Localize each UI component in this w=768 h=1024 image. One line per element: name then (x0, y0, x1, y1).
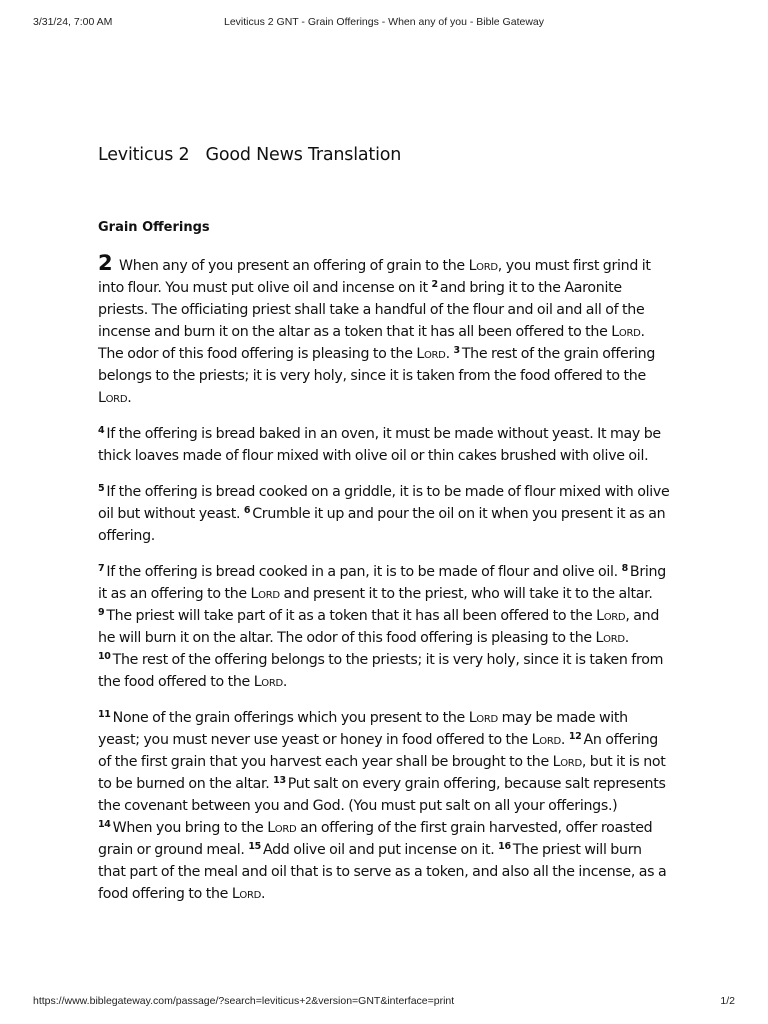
verse-text: , but it is not to be burned on the altar. (98, 754, 666, 792)
print-header (0, 16, 768, 30)
verse-number: 3 (453, 345, 460, 356)
verse-number: 9 (98, 607, 105, 618)
verse-text: and bring it to the Aaronite priests. The officiating priest shall take a handful of the flour and oil and all of the incense and burn it on the altar as a token that it has all been offered to the (98, 280, 645, 340)
verse-text: The rest of the grain offering belongs to the priests; it is very holy, since it is taken from the food offered to the (98, 346, 656, 384)
page-url: https://www.biblegateway.com/passage/?search=leviticus+2&version=GNT&interface=print (33, 995, 455, 1007)
verse-text: Put salt on every grain offering, because salt represents the covenant between you and God. (You must put salt on all your offerings.) (98, 776, 666, 814)
verse-text: may be made with yeast; you must never use yeast or honey in food offered to the (98, 710, 628, 748)
lord-word: Lord (596, 608, 626, 624)
lord-word: Lord (250, 586, 280, 602)
verse-text: . (560, 732, 569, 748)
verse-number: 4 (98, 425, 105, 436)
paragraph-5 (98, 707, 670, 905)
verse-text: When you bring to the (112, 820, 268, 836)
verse-number: 6 (243, 505, 251, 516)
lord-word: Lord (267, 820, 297, 836)
lord-word: Lord (416, 346, 446, 362)
verse-text: None of the grain offerings which you present to the (112, 710, 469, 726)
verse-text: , and he will burn it on the altar. The odor of this food offering is pleasing to the (98, 608, 660, 646)
verse-text: When any of you present an offering of grain to the (119, 258, 469, 274)
verse-text: . (282, 674, 288, 690)
verse-text: Add olive oil and put incense on it. (262, 842, 499, 858)
verse-text: If the offering is bread baked in an oven, it must be made without yeast. It may be thick loaves made of flour mixed with olive oil or thin cakes brushed with olive oil. (98, 426, 661, 464)
verse-text: and present it to the priest, who will take it to the altar. (279, 586, 653, 602)
verse-text: . (445, 346, 454, 362)
verse-text: An offering of the first grain that you harvest each year shall be brought to the (98, 732, 659, 770)
print-page-title: Leviticus 2 GNT - Grain Offerings - When any of you - Bible Gateway (224, 16, 544, 28)
verse-number: 14 (98, 819, 111, 830)
lord-word: Lord (231, 886, 262, 902)
verse-text: If the offering is bread cooked in a pan, it is to be made of flour and olive oil. (106, 564, 622, 580)
print-footer (0, 995, 768, 1009)
verse-number: 2 (431, 279, 438, 290)
verse-text: Crumble it up and pour the oil on it when you present it as an offering. (98, 506, 666, 544)
verse-number: 12 (568, 731, 582, 742)
lord-word: Lord (611, 324, 641, 340)
verse-number: 11 (98, 709, 111, 720)
paragraph-3 (98, 481, 670, 547)
verse-number: 7 (98, 563, 105, 574)
verse-text: The priest will burn that part of the meal and oil that is to serve as a token, and also all the incense, as a food offering to the (98, 842, 667, 902)
verse-number: 8 (621, 563, 628, 574)
verse-number: 10 (98, 651, 111, 662)
lord-word: Lord (253, 674, 283, 690)
section-heading: Grain Offerings (98, 220, 210, 235)
passage-version: Good News Translation (205, 145, 402, 165)
paragraph-1 (98, 253, 670, 409)
passage (98, 143, 670, 919)
verse-text: If the offering is bread cooked on a griddle, it is to be made of flour mixed with olive oil but without yeast. (98, 484, 670, 522)
verse-number: 15 (248, 841, 261, 852)
verse-text: an offering of the first grain harvested, offer roasted grain or ground meal. (98, 820, 653, 858)
verse-text: . (624, 630, 629, 646)
lord-word: Lord (595, 630, 625, 646)
verse-text: , you must first grind it into flour. You must put olive oil and incense on it (98, 258, 651, 296)
verse-number: 5 (98, 483, 105, 494)
verse-number: 16 (498, 841, 511, 852)
verse-text: The rest of the offering belongs to the priests; it is very holy, since it is taken from the food offered to the (98, 652, 664, 690)
verse-text: . (127, 390, 132, 406)
verse-text: . The odor of this food offering is pleasing to the (98, 324, 645, 362)
lord-word: Lord (98, 390, 128, 406)
verse-text: Bring it as an offering to the (98, 564, 666, 602)
lord-word: Lord (531, 732, 561, 748)
passage-title (98, 143, 670, 167)
chapter-number: 2 (98, 251, 113, 275)
print-date: 3/31/24, 7:00 AM (33, 16, 113, 28)
lord-word: Lord (552, 754, 582, 770)
verse-text: The priest will take part of it as a token that it has all been offered to the (106, 608, 597, 624)
paragraph-2 (98, 423, 670, 467)
lord-word: Lord (468, 258, 498, 274)
verse-text: . (261, 886, 266, 902)
paragraph-4 (98, 561, 670, 693)
page-number: 1/2 (720, 995, 735, 1007)
verse-number: 13 (273, 775, 286, 786)
passage-reference: Leviticus 2 (98, 145, 190, 165)
lord-word: Lord (468, 710, 498, 726)
